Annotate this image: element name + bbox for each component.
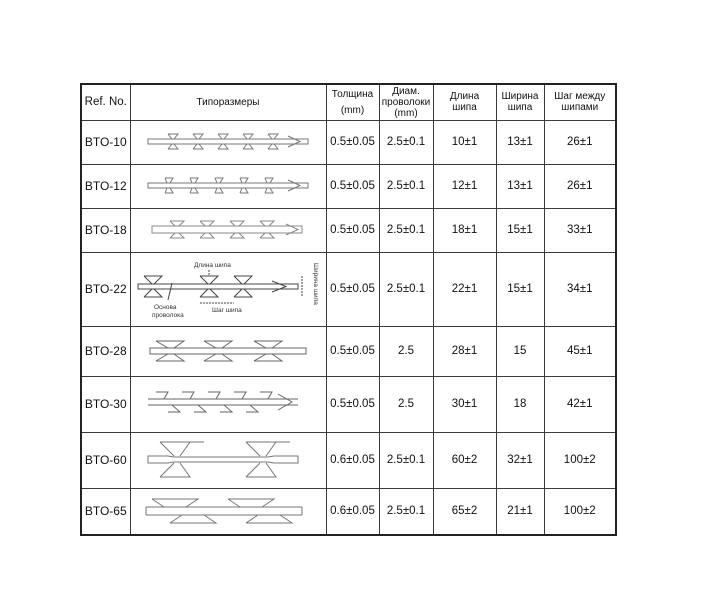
cell-spacing: 45±1 — [544, 326, 616, 376]
cell-spacing: 33±1 — [544, 208, 616, 252]
cell-diagram — [130, 326, 326, 376]
header-wire-line3: (mm) — [394, 107, 418, 119]
header-spacing-line2: шипами — [561, 102, 599, 114]
header-barb-width-line1: Ширина — [501, 91, 539, 103]
cell-wire: 2.5±0.1 — [379, 252, 433, 326]
cell-ref: BTO-65 — [81, 488, 130, 535]
cell-barb-length: 60±2 — [433, 432, 496, 488]
table-row — [81, 488, 616, 535]
header-barb-width — [496, 84, 544, 120]
cell-ref: BTO-30 — [81, 376, 130, 432]
cell-diagram — [130, 376, 326, 432]
cell-wire: 2.5±0.1 — [379, 488, 433, 535]
cell-barb-width: 15±1 — [496, 208, 544, 252]
cell-diagram — [130, 120, 326, 164]
header-type: Типоразмеры — [130, 84, 326, 120]
header-barb-length-line2: шипа — [452, 102, 477, 114]
cell-thickness: 0.5±0.05 — [326, 208, 379, 252]
cell-barb-length: 18±1 — [433, 208, 496, 252]
table-row — [81, 208, 616, 252]
cell-diagram — [130, 208, 326, 252]
tape-bto10-diagram — [138, 128, 318, 156]
cell-wire: 2.5±0.1 — [379, 208, 433, 252]
label-base-line1: Основа — [154, 304, 177, 311]
header-thickness — [326, 84, 379, 120]
tape-bto22-diagram — [132, 256, 324, 322]
cell-thickness: 0.5±0.05 — [326, 252, 379, 326]
header-spacing-line1: Шаг между — [554, 91, 606, 103]
header-thickness-line2: (mm) — [340, 104, 365, 116]
header-wire-line1: Диам. — [392, 85, 420, 97]
tape-bto60-diagram — [138, 438, 318, 482]
cell-spacing: 26±1 — [544, 120, 616, 164]
tape-bto65-diagram — [138, 493, 318, 529]
label-barb-spacing: Шаг шипа — [212, 307, 242, 314]
cell-barb-width: 32±1 — [496, 432, 544, 488]
cell-ref: BTO-12 — [81, 164, 130, 208]
cell-wire: 2.5±0.1 — [379, 432, 433, 488]
label-barb-length: Длина шипа — [194, 262, 231, 269]
label-barb-width: Ширина шипа — [312, 263, 319, 305]
cell-ref: BTO-22 — [81, 252, 130, 326]
cell-barb-length: 10±1 — [433, 120, 496, 164]
cell-thickness: 0.6±0.05 — [326, 488, 379, 535]
cell-barb-length: 12±1 — [433, 164, 496, 208]
cell-barb-length: 22±1 — [433, 252, 496, 326]
cell-barb-width: 13±1 — [496, 164, 544, 208]
tape-bto30-diagram — [138, 386, 318, 422]
label-base-line2: проволока — [152, 312, 184, 319]
table-row — [81, 252, 616, 326]
cell-ref: BTO-28 — [81, 326, 130, 376]
cell-barb-width: 15 — [496, 326, 544, 376]
cell-spacing: 34±1 — [544, 252, 616, 326]
cell-thickness: 0.5±0.05 — [326, 326, 379, 376]
cell-barb-width: 21±1 — [496, 488, 544, 535]
cell-thickness: 0.5±0.05 — [326, 376, 379, 432]
cell-wire: 2.5 — [379, 326, 433, 376]
cell-ref: BTO-10 — [81, 120, 130, 164]
table-row — [81, 432, 616, 488]
cell-diagram — [130, 488, 326, 535]
cell-spacing: 26±1 — [544, 164, 616, 208]
header-thickness-line1: Толщина — [331, 88, 374, 100]
cell-wire: 2.5±0.1 — [379, 120, 433, 164]
header-ref: Ref. No. — [81, 84, 130, 120]
cell-ref: BTO-18 — [81, 208, 130, 252]
tape-bto12-diagram — [138, 172, 318, 200]
cell-diagram — [130, 432, 326, 488]
header-wire — [379, 84, 433, 120]
header-barb-length — [433, 84, 496, 120]
cell-thickness: 0.5±0.05 — [326, 120, 379, 164]
table-row — [81, 326, 616, 376]
cell-diagram — [130, 252, 326, 326]
tape-bto28-diagram — [138, 336, 318, 366]
header-spacing — [544, 84, 616, 120]
cell-barb-width: 15±1 — [496, 252, 544, 326]
header-barb-length-line1: Длина — [449, 91, 480, 103]
header-wire-line2: проволоки — [381, 96, 431, 108]
cell-thickness: 0.5±0.05 — [326, 164, 379, 208]
cell-barb-width: 18 — [496, 376, 544, 432]
cell-barb-length: 30±1 — [433, 376, 496, 432]
cell-diagram — [130, 164, 326, 208]
cell-wire: 2.5±0.1 — [379, 164, 433, 208]
tape-bto18-diagram — [138, 216, 318, 244]
cell-barb-width: 13±1 — [496, 120, 544, 164]
cell-spacing: 100±2 — [544, 488, 616, 535]
cell-wire: 2.5 — [379, 376, 433, 432]
spec-table — [80, 83, 617, 536]
cell-ref: BTO-60 — [81, 432, 130, 488]
cell-thickness: 0.6±0.05 — [326, 432, 379, 488]
header-row — [81, 84, 616, 120]
cell-spacing: 42±1 — [544, 376, 616, 432]
header-barb-width-line2: шипа — [507, 102, 533, 114]
table-row — [81, 120, 616, 164]
cell-barb-length: 65±2 — [433, 488, 496, 535]
cell-spacing: 100±2 — [544, 432, 616, 488]
cell-barb-length: 28±1 — [433, 326, 496, 376]
table-row — [81, 376, 616, 432]
table-row — [81, 164, 616, 208]
